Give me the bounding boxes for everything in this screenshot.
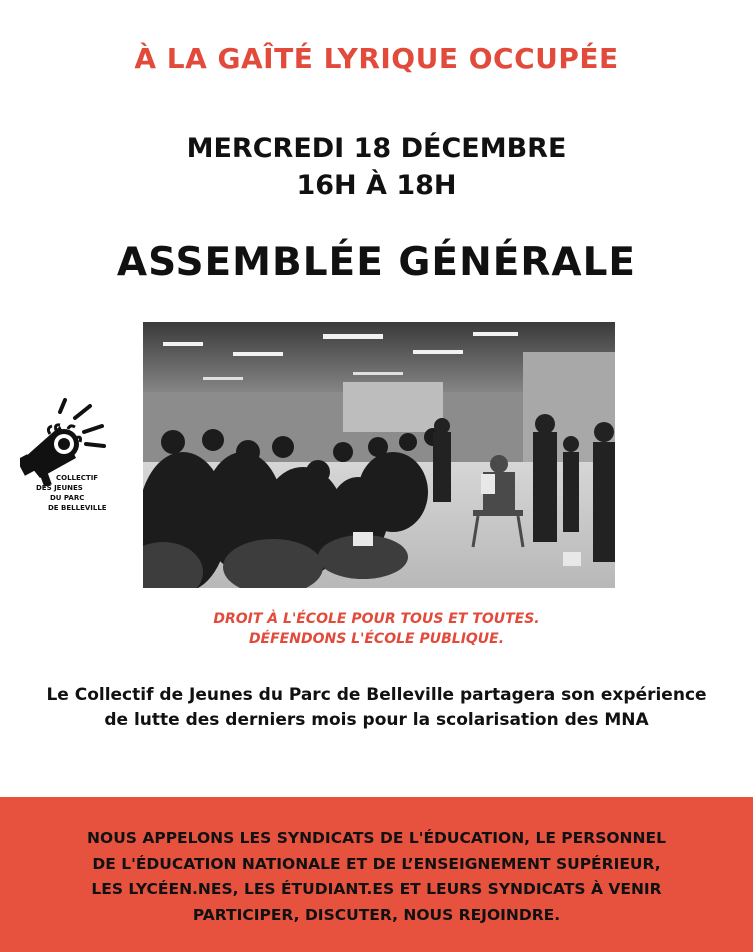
event-date: MERCREDI 18 DÉCEMBRE — [186, 133, 567, 164]
footer-line-4: PARTICIPER, DISCUTER, NOUS REJOINDRE. — [192, 905, 561, 924]
footer-line-2: DE L'ÉDUCATION NATIONALE ET DE L’ENSEIGNEMENT SUPÉRIEUR, — [92, 854, 661, 873]
svg-text:COLLECTIF: COLLECTIF — [56, 474, 99, 482]
footer-callout — [0, 797, 753, 952]
footer-line-3: LES LYCÉEN.NES, LES ÉTUDIANT.ES ET LEURS SYNDICATS À VENIR — [91, 880, 662, 898]
svg-text:DU PARC: DU PARC — [50, 494, 85, 502]
venue-banner: À LA GAÎTÉ LYRIQUE OCCUPÉE — [134, 42, 619, 75]
footer-text — [0, 826, 753, 928]
assembly-photo — [143, 322, 615, 588]
collectif-logo — [20, 398, 125, 516]
event-time: 16H À 18H — [296, 170, 457, 201]
megaphone-lion-icon — [20, 398, 125, 516]
svg-text:DE BELLEVILLE: DE BELLEVILLE — [48, 504, 107, 512]
slogan-line-1: DROIT À L'ÉCOLE POUR TOUS ET TOUTES. — [213, 611, 540, 627]
description-line-2: de lutte des derniers mois pour la scolarisation des MNA — [104, 710, 649, 730]
page-title: ASSEMBLÉE GÉNÉRALE — [116, 240, 637, 285]
event-description — [0, 683, 753, 733]
svg-text:DES JEUNES: DES JEUNES — [36, 484, 83, 492]
description-line-1: Le Collectif de Jeunes du Parc de Belleville partagera son expérience — [46, 685, 707, 705]
footer-line-1: NOUS APPELONS LES SYNDICATS DE L'ÉDUCATION, LE PERSONNEL — [87, 829, 666, 847]
slogan-line-2: DÉFENDONS L'ÉCOLE PUBLIQUE. — [248, 631, 505, 647]
